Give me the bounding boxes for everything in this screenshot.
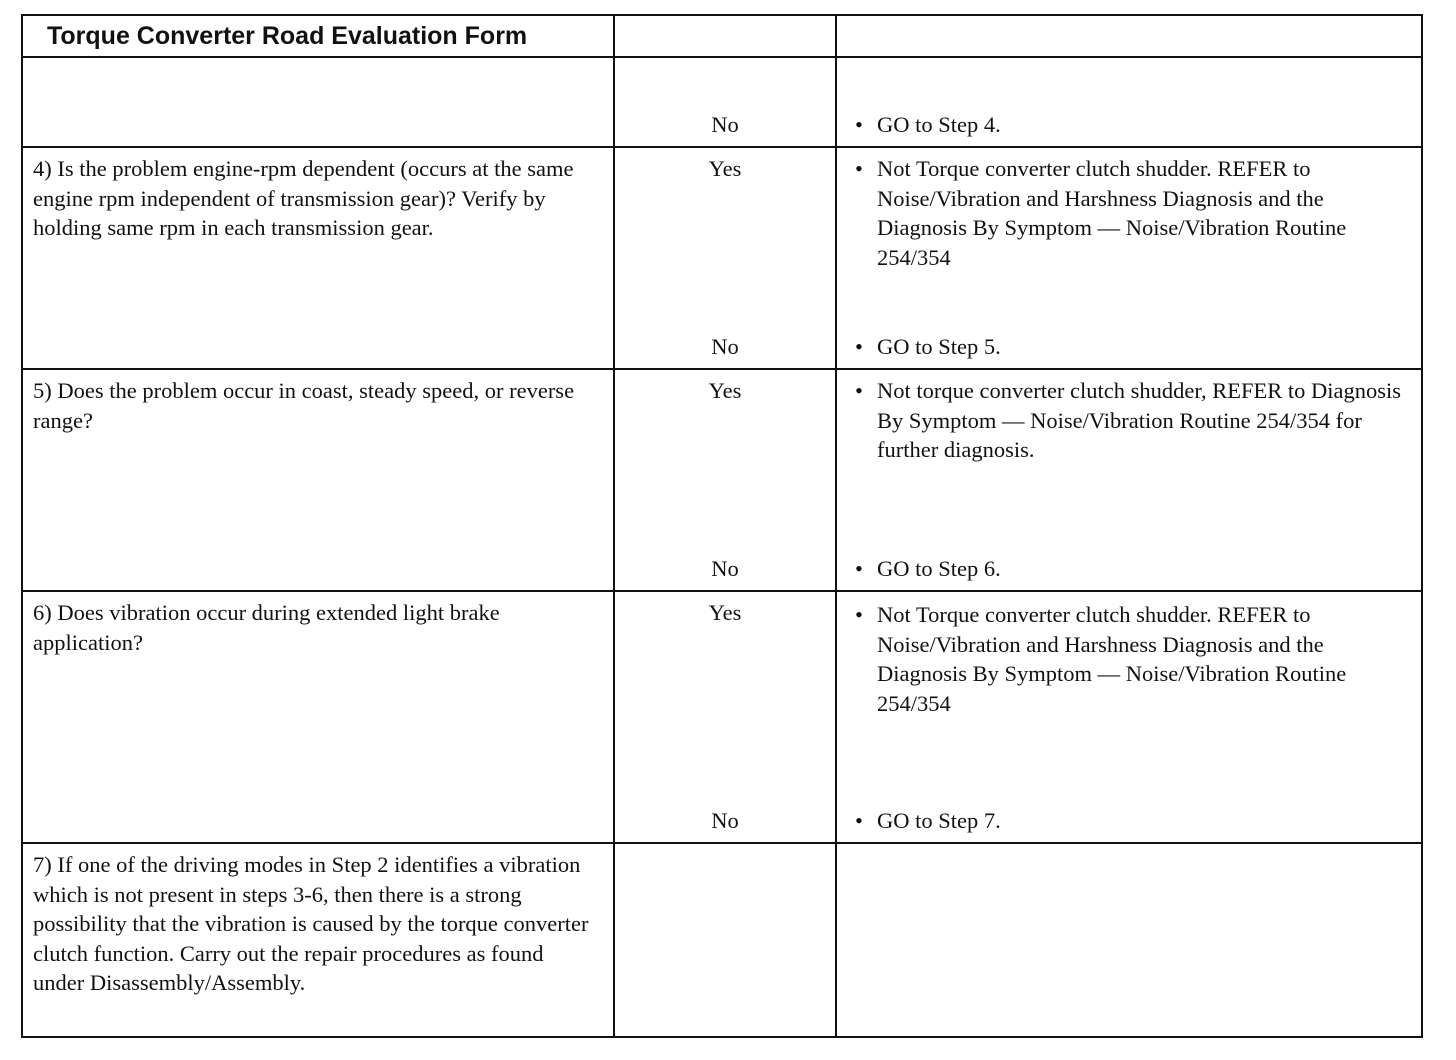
table-row bbox=[23, 844, 1421, 1036]
yes-action bbox=[855, 376, 1409, 465]
question-cell bbox=[23, 148, 615, 368]
bullet-icon: • bbox=[855, 156, 863, 181]
no-action bbox=[855, 806, 1409, 836]
yes-action-text: Not Torque converter clutch shudder. REFER to Noise/Vibration and Harshness Diagnosis and the Diagnosis By Symptom — Noise/Vibration Routine 254/354 bbox=[877, 602, 1347, 716]
question-text: 5) Does the problem occur in coast, steady speed, or reverse range? bbox=[33, 378, 575, 433]
bullet-icon: • bbox=[855, 334, 863, 359]
no-action-text: GO to Step 5. bbox=[877, 334, 1001, 359]
yes-action-text: Not Torque converter clutch shudder. REFER to Noise/Vibration and Harshness Diagnosis and the Diagnosis By Symptom — Noise/Vibration Routine 254/354 bbox=[877, 156, 1347, 270]
question-cell bbox=[23, 58, 615, 146]
evaluation-form-table bbox=[21, 14, 1423, 1038]
no-action bbox=[855, 332, 1409, 362]
header-action-cell bbox=[837, 16, 1421, 56]
yes-action bbox=[855, 600, 1409, 718]
no-action bbox=[855, 110, 1409, 140]
action-cell bbox=[837, 58, 1421, 146]
no-label: No bbox=[711, 112, 739, 137]
answer-cell bbox=[615, 370, 837, 590]
no-action-text: GO to Step 4. bbox=[877, 112, 1001, 137]
no-label: No bbox=[711, 808, 739, 833]
question-text: 4) Is the problem engine-rpm dependent (occurs at the same engine rpm independent of transmission gear)? Verify by holding same rpm in each transmission gear. bbox=[33, 156, 574, 240]
table-row bbox=[23, 592, 1421, 844]
action-cell bbox=[837, 370, 1421, 590]
no-action-text: GO to Step 6. bbox=[877, 556, 1001, 581]
answer-cell bbox=[615, 592, 837, 842]
bullet-icon: • bbox=[855, 378, 863, 403]
action-cell bbox=[837, 148, 1421, 368]
table-row bbox=[23, 58, 1421, 148]
no-label: No bbox=[711, 334, 739, 359]
no-label: No bbox=[711, 556, 739, 581]
bullet-icon: • bbox=[855, 808, 863, 833]
bullet-icon: • bbox=[855, 556, 863, 581]
yes-label: Yes bbox=[708, 156, 742, 181]
answer-cell bbox=[615, 148, 837, 368]
question-cell bbox=[23, 844, 615, 1036]
action-cell bbox=[837, 592, 1421, 842]
question-cell bbox=[23, 592, 615, 842]
bullet-icon: • bbox=[855, 602, 863, 627]
no-action-text: GO to Step 7. bbox=[877, 808, 1001, 833]
yes-action-text: Not torque converter clutch shudder, REFER to Diagnosis By Symptom — Noise/Vibration Routine 254/354 for further diagnosis. bbox=[877, 378, 1402, 462]
question-text: 7) If one of the driving modes in Step 2 identifies a vibration which is not present in steps 3-6, then there is a strong possibility that the vibration is caused by the torque converter clutch function. Carry out the repair procedures as found under Disassembly/Assembly. bbox=[33, 852, 589, 995]
header-row bbox=[23, 14, 1421, 58]
answer-cell bbox=[615, 844, 837, 1036]
yes-label: Yes bbox=[708, 378, 742, 403]
table-row bbox=[23, 148, 1421, 370]
bullet-icon: • bbox=[855, 112, 863, 137]
question-cell bbox=[23, 370, 615, 590]
header-title-cell bbox=[23, 16, 615, 56]
table-row bbox=[23, 370, 1421, 592]
answer-cell bbox=[615, 58, 837, 146]
form-title: Torque Converter Road Evaluation Form bbox=[47, 22, 528, 50]
yes-action bbox=[855, 154, 1409, 272]
action-cell bbox=[837, 844, 1421, 1036]
no-action bbox=[855, 554, 1409, 584]
question-text: 6) Does vibration occur during extended light brake application? bbox=[33, 600, 500, 655]
yes-label: Yes bbox=[708, 600, 742, 625]
header-answer-cell bbox=[615, 16, 837, 56]
